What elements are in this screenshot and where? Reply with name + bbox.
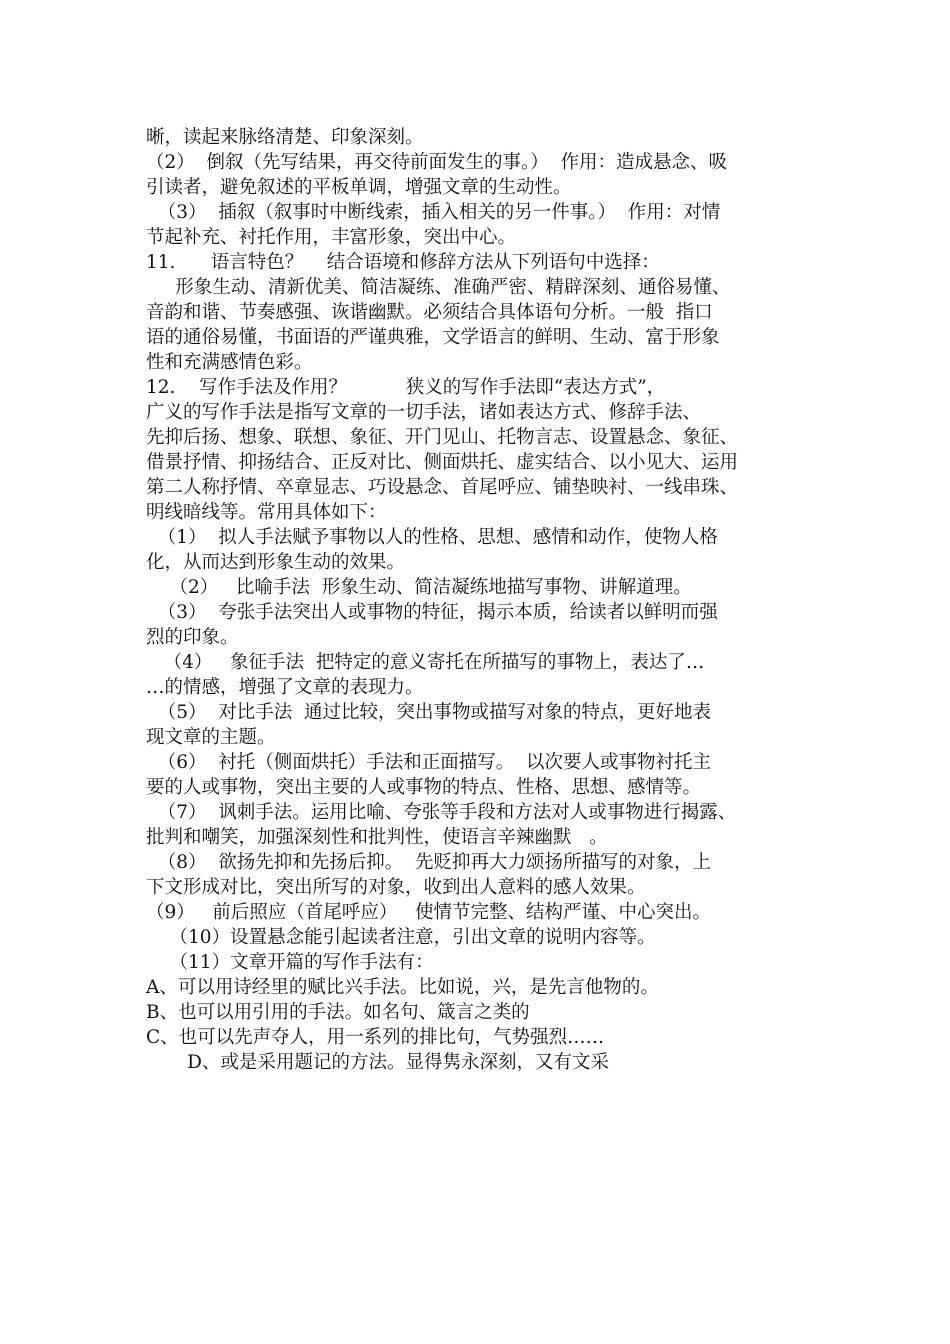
text-line: 烈的印象。 (146, 627, 239, 648)
text-line: 下文形成对比，突出所写的对象，收到出人意料的感人效果。 (146, 877, 646, 898)
text-line: （1） 拟人手法赋予事物以人的性格、思想、感情和动作，使物人格 (146, 527, 718, 548)
text-line: 12. 写作手法及作用？ 狭义的写作手法即“表达方式”， (146, 377, 666, 398)
text-line: 性和充满感情色彩。 (146, 352, 313, 373)
text-line: 引读者，避免叙述的平板单调，增强文章的生动性。 (146, 177, 572, 198)
text-line: 第二人称抒情、卒章显志、巧设悬念、首尾呼应、铺垫映衬、一线串珠、 (146, 477, 739, 498)
text-line: 先抑后扬、想象、联想、象征、开门见山、托物言志、设置悬念、象征、 (146, 427, 739, 448)
text-line: 形象生动、清新优美、简洁凝练、准确严密、精辟深刻、通俗易懂、 (146, 277, 731, 298)
text-line: 要的人或事物，突出主要的人或事物的特点、性格、思想、感情等。 (146, 777, 702, 798)
text-line: 化，从而达到形象生动的效果。 (146, 552, 406, 573)
text-line: 11. 语言特色？ 结合语境和修辞方法从下列语句中选择： (146, 252, 660, 273)
text-line: C、也可以先声夺人，用一系列的排比句，气势强烈…… (146, 1027, 605, 1048)
text-line: （3） 插叙（叙事时中断线索，插入相关的另一件事。） 作用：对情 (146, 202, 721, 223)
text-line: 明线暗线等。常用具体如下： (146, 502, 387, 523)
text-line: （4） 象征手法 把特定的意义寄托在所描写的事物上，表达了… (146, 652, 705, 673)
text-line: 广义的写作手法是指写文章的一切手法，诸如表达方式、修辞手法、 (146, 402, 702, 423)
text-line: 借景抒情、抑扬结合、正反对比、侧面烘托、虚实结合、以小见大、运用 (146, 452, 739, 473)
text-line: （9） 前后照应（首尾呼应） 使情节完整、结构严谨、中心突出。 (146, 902, 712, 923)
text-line: 音韵和谐、节奏感强、诙谐幽默。必须结合具体语句分析。一般 指口 (146, 302, 713, 323)
text-line: （2） 倒叙（先写结果，再交待前面发生的事。） 作用：造成悬念、吸 (146, 152, 728, 173)
text-line: 语的通俗易懂，书面语的严谨典雅，文学语言的鲜明、生动、富于形象 (146, 327, 720, 348)
text-line: （8） 欲扬先抑和先扬后抑。 先贬抑再大力颂扬所描写的对象，上 (146, 852, 712, 873)
text-line: （7） 讽刺手法。运用比喻、夸张等手段和方法对人或事物进行揭露、 (146, 802, 737, 823)
text-line: 节起补充、衬托作用，丰富形象，突出中心。 (146, 227, 517, 248)
text-line: 批判和嘲笑，加强深刻性和批判性，使语言辛辣幽默 。 (146, 827, 608, 848)
text-line: 晰，读起来脉络清楚、印象深刻。 (146, 127, 424, 148)
text-line: （2） 比喻手法 形象生动、简洁凝练地描写事物、讲解道理。 (146, 577, 692, 598)
text-line: （11）文章开篇的写作手法有： (146, 952, 434, 973)
text-line: B、也可以用引用的手法。如名句、箴言之类的 (146, 1002, 530, 1023)
text-line: 现文章的主题。 (146, 727, 276, 748)
text-line: （3） 夸张手法突出人或事物的特征，揭示本质，给读者以鲜明而强 (146, 602, 718, 623)
text-line: …的情感，增强了文章的表现力。 (146, 677, 424, 698)
text-line: D、或是采用题记的方法。显得隽永深刻，又有文采 (146, 1052, 609, 1073)
text-line: （5） 对比手法 通过比较，突出事物或描写对象的特点，更好地表 (146, 702, 712, 723)
text-line: （10）设置悬念能引起读者注意，引出文章的说明内容等。 (146, 927, 656, 948)
text-line: （6） 衬托（侧面烘托）手法和正面描写。 以次要人或事物衬托主 (146, 752, 712, 773)
text-line: A、可以用诗经里的赋比兴手法。比如说，兴，是先言他物的。 (146, 977, 659, 998)
